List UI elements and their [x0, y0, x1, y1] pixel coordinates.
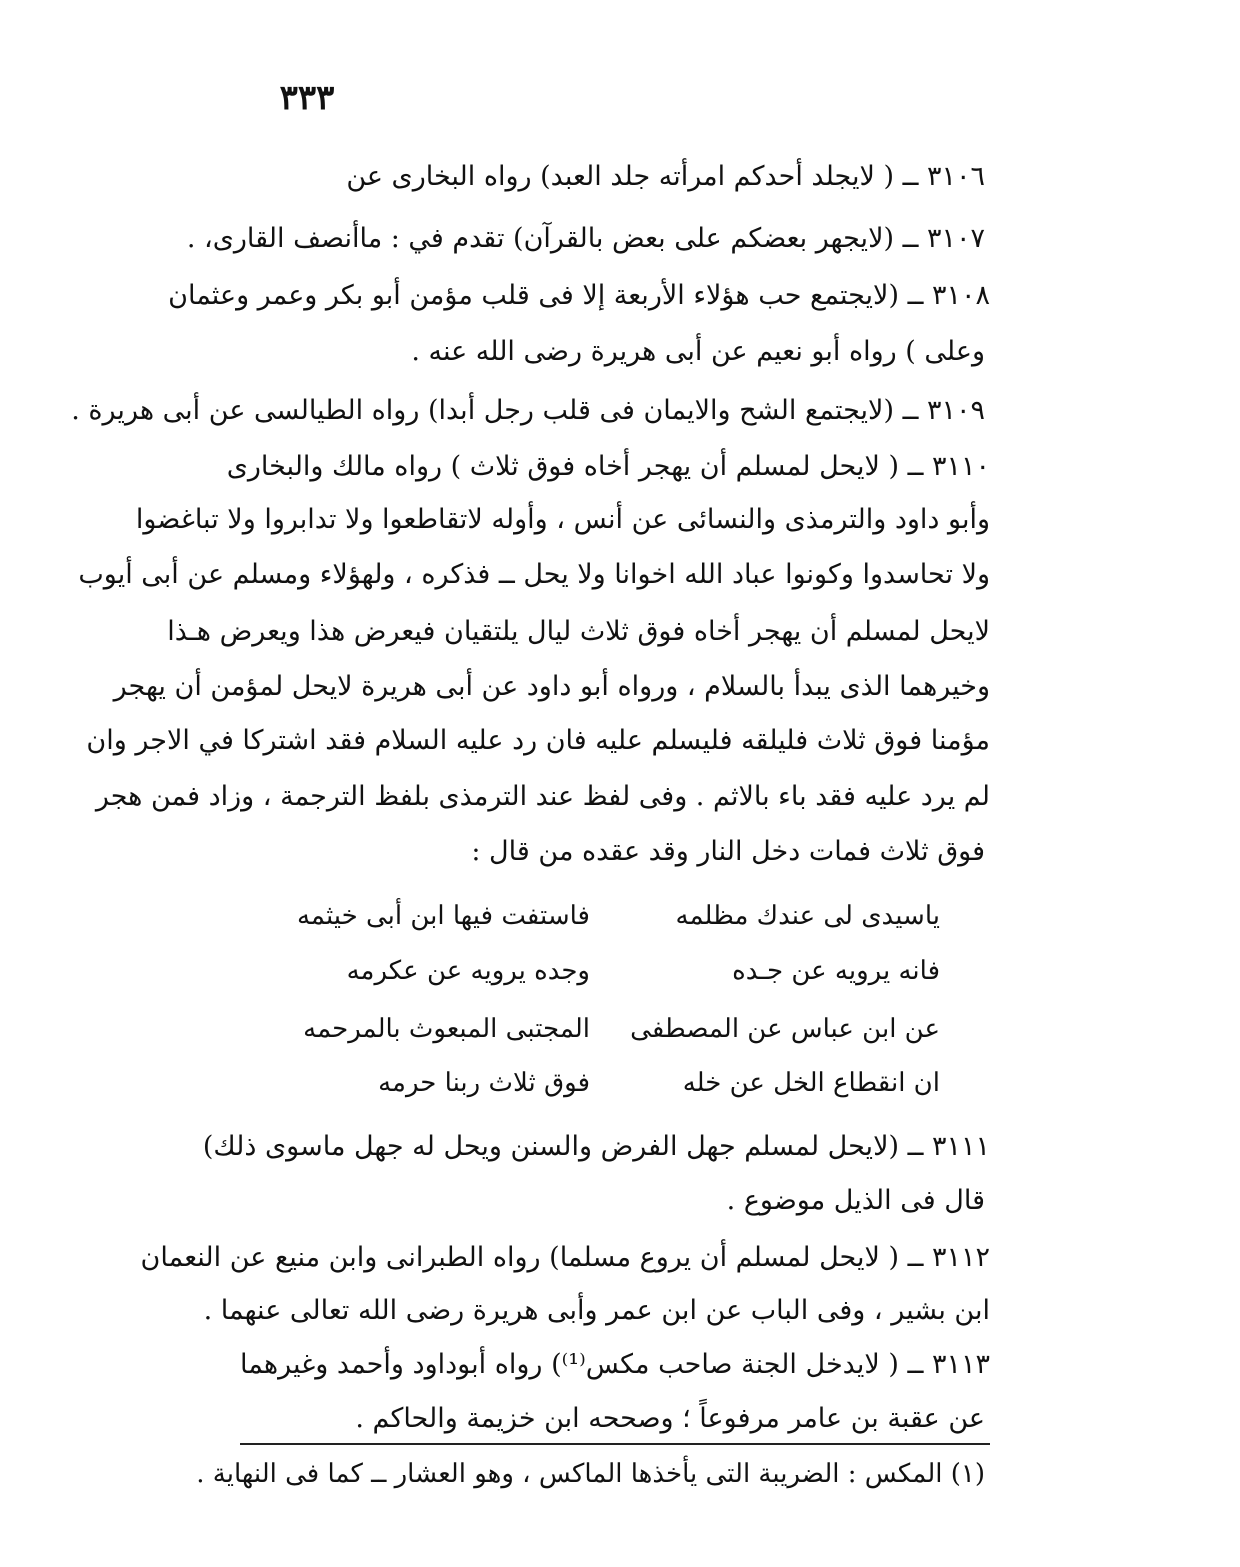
verse-left: فوق ثلاث ربنا حرمه — [378, 1068, 590, 1098]
text-line: ابن بشير ، وفى الباب عن ابن عمر وأبى هريرة رضى الله تعالى عنهما . — [203, 1295, 990, 1326]
verse-left: فاستفت فيها ابن أبى خيثمه — [296, 901, 590, 931]
verse-right: ياسيدى لى عندك مظلمه — [675, 901, 940, 931]
text-line: عن عقبة بن عامر مرفوعاً ؛ وصححه ابن خزيمة والحاكم . — [355, 1403, 985, 1434]
text-line: ولا تحاسدوا وكونوا عباد الله اخوانا ولا يحل ــ فذكره ، ولهؤلاء ومسلم عن أبى أيوب — [78, 559, 990, 590]
text-line: ٣١١٢ ــ ( لايحل لمسلم أن يروع مسلما) رواه الطبرانى وابن منيع عن النعمان — [140, 1242, 990, 1273]
verse-left: المجتبى المبعوث بالمرحمه — [303, 1014, 590, 1044]
text-line: ٣١٠٩ ــ (لايجتمع الشح والايمان فى قلب رجل أبدا) رواه الطيالسى عن أبى هريرة . — [71, 395, 985, 426]
text-line: فوق ثلاث فمات دخل النار وقد عقده من قال : — [471, 836, 985, 867]
text-line: وخيرهما الذى يبدأ بالسلام ، ورواه أبو داود عن أبى هريرة لايحل لمؤمن أن يهجر — [113, 671, 990, 702]
text-line: ٣١١٠ ــ ( لايحل لمسلم أن يهجر أخاه فوق ثلاث ) رواه مالك والبخارى — [226, 451, 990, 482]
text-line: ٣١٠٦ ــ ( لايجلد أحدكم امرأته جلد العبد) رواه البخارى عن — [346, 161, 985, 192]
footnote-divider — [240, 1443, 990, 1445]
text-line: لايحل لمسلم أن يهجر أخاه فوق ثلاث ليال يلتقيان فيعرض هذا ويعرض هـذا — [167, 616, 990, 647]
text-line: ٣١١٣ ــ ( لايدخل الجنة صاحب مكس⁽¹⁾) رواه أبوداود وأحمد وغيرهما — [240, 1349, 991, 1380]
text-line: وأبو داود والترمذى والنسائى عن أنس ، وأوله لاتقاطعوا ولا تدابروا ولا تباغضوا — [135, 504, 990, 535]
verse-right: ان انقطاع الخل عن خله — [682, 1068, 940, 1098]
verse-left: وجده يرويه عن عكرمه — [346, 956, 590, 986]
text-line: لم يرد عليه فقد باء بالاثم . وفى لفظ عند الترمذى بلفظ الترجمة ، وزاد فمن هجر — [95, 781, 990, 812]
page-number: ٣٣٣ — [279, 78, 335, 118]
footnote: (١) المكس : الضريبة التى يأخذها الماكس ، وهو العشار ــ كما فى النهاية . — [196, 1459, 985, 1489]
verse-right: فانه يرويه عن جـده — [732, 956, 940, 986]
text-line: وعلى ) رواه أبو نعيم عن أبى هريرة رضى الله عنه . — [411, 336, 985, 367]
text-line: مؤمنا فوق ثلاث فليلقه فليسلم عليه فان رد عليه السلام فقد اشتركا في الاجر وان — [86, 725, 990, 756]
text-line: قال فى الذيل موضوع . — [726, 1185, 985, 1216]
text-line: ٣١٠٧ ــ (لايجهر بعضكم على بعض بالقرآن) تقدم في : ماأنصف القارى، . — [186, 223, 985, 254]
text-line: ٣١٠٨ ــ (لايجتمع حب هؤلاء الأربعة إلا فى قلب مؤمن أبو بكر وعمر وعثمان — [168, 280, 990, 311]
verse-right: عن ابن عباس عن المصطفى — [630, 1014, 940, 1044]
text-line: ٣١١١ ــ (لايحل لمسلم جهل الفرض والسنن ويحل له جهل ماسوى ذلك) — [202, 1131, 990, 1162]
